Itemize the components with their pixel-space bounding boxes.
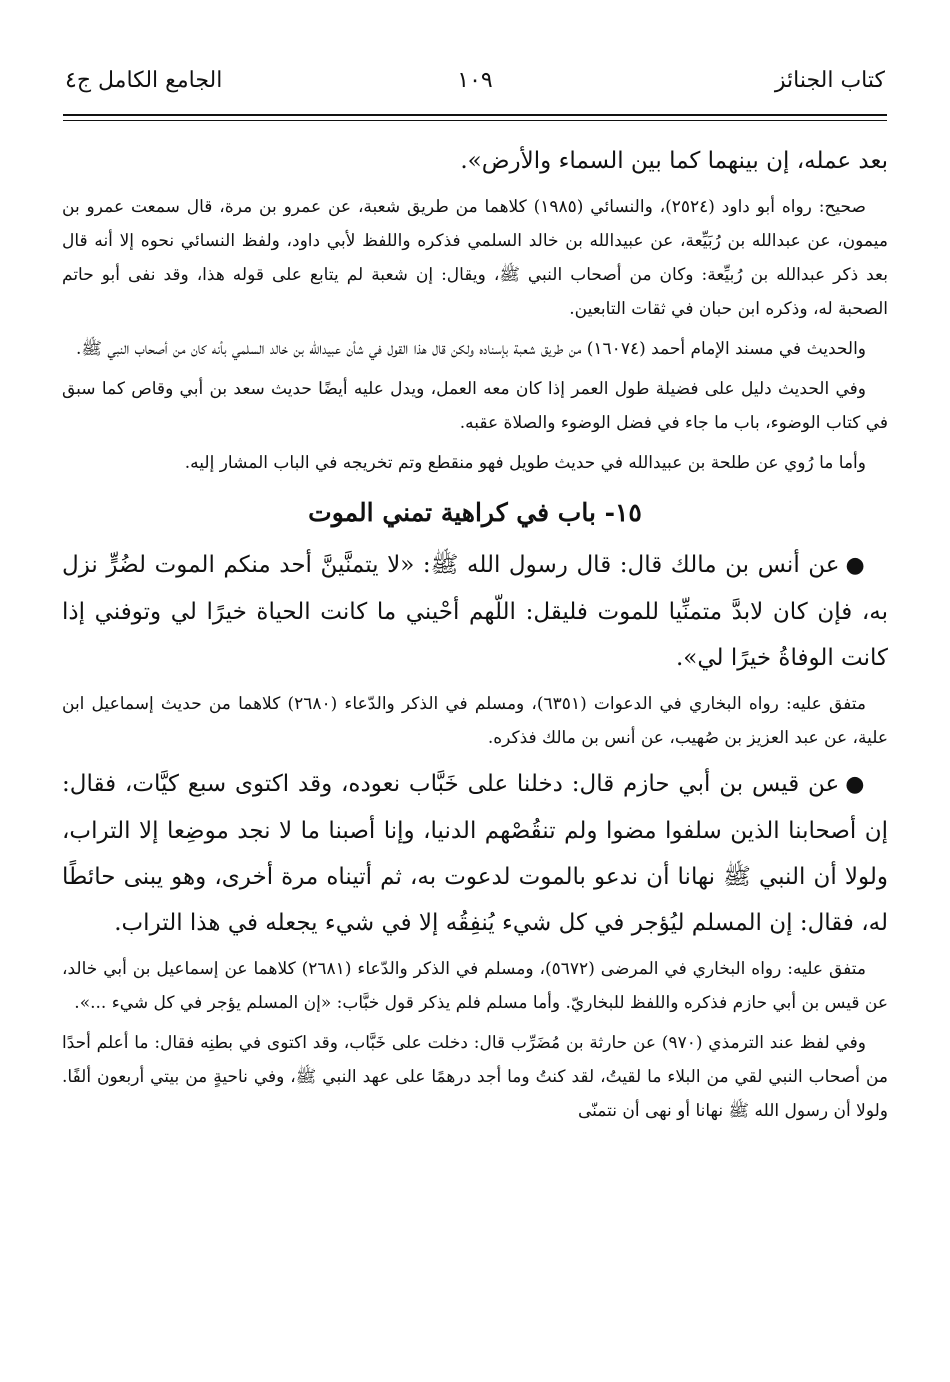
hadith-ending: بعد عمله، إن بينهما كما بين السماء والأرض».	[460, 148, 888, 174]
bullet-icon: ●	[845, 553, 866, 578]
chapter-title: كتاب الجنائز	[774, 68, 885, 93]
header-rule	[63, 114, 887, 116]
hadith-body: عن قيس بن أبي حازم قال: دخلنا على خَبَّاب نعوده، وقد اكتوى سبع كيَّات، فقال: إن أصحابنا الذين سلفوا مضوا ولم تنقُصْهم الدنيا، وإنا أصبنا ما لا نجد موضِعا إلا التراب، ولولا أن النبي ﷺ نهانا أن ندعو بالموت لدعوت به، ثم أتيناه مرة أخرى، وهو يبنى حائطًا له، فقال: إن المسلم ليُؤجر في كل شيء يُنفِقُه إلا في شيء يجعله في هذا التراب.	[62, 771, 888, 936]
chapter-heading: ١٥- باب في كراهية تمني الموت	[308, 498, 642, 527]
takhrij-note: وفي لفظ عند الترمذي (٩٧٠) عن حارثة بن مُضَرِّب قال: دخلت على خَبَّاب، وقد اكتوى في بطنِه فقال: ما أعلم أحدًا من أصحاب النبي لقي من البلاء ما لقيتُ، لقد كنتُ وما أجد درهمًا على عهد النبي ﷺ، وفي ناحيةٍ من بيتي أربعون ألفًا. ولولا أن رسول الله ﷺ نهانا أو نهى أن نتمنّى	[62, 1033, 888, 1121]
page-body	[62, 138, 888, 1128]
hadith-body: عن أنس بن مالك قال: قال رسول الله ﷺ: «لا يتمنَّينَّ أحد منكم الموت لضُرٍّ نزل به، فإن كان لابدَّ متمنِّيا للموت فليقل: اللّهم أحْيني ما كانت الحياة خيرًا لي وتوفني إذا كانت الوفاةُ خيرًا لي».	[62, 552, 888, 671]
takhrij-note: صحيح: رواه أبو داود (٢٥٢٤)، والنسائي (١٩٨٥) كلاهما من طريق شعبة، عن عمرو بن مرة، قال سمعت عمرو بن ميمون، عن عبدالله بن رُبَيِّعة، عن عبيدالله بن خالد السلمي فذكره واللفظ لأبي داود، ولفظ النسائي نحوه إلا أنه قال بعد ذكر عبدالله بن رُبيِّعة: وكان من أصحاب النبي ﷺ، ويقال: إن شعبة لم يتابع على قوله هذا، وقد نفى أبو حاتم الصحبة له، وذكره ابن حبان في ثقات التابعين.	[62, 197, 888, 319]
hadith-text	[62, 542, 888, 681]
commentary-note: وأما ما رُوي عن طلحة بن عبيدالله في حديث طويل فهو منقطع وتم تخريجه في الباب المشار إليه.	[184, 453, 866, 473]
page-header	[65, 62, 885, 112]
takhrij-note: متفق عليه: رواه البخاري في الدعوات (٦٣٥١)، ومسلم في الذكر والدّعاء (٢٦٨٠) كلاهما من حديث إسماعيل ابن علية، عن عبد العزيز بن صُهيب، عن أنس بن مالك فذكره.	[62, 694, 888, 748]
book-title: الجامع الكامل ج٤	[65, 68, 223, 93]
commentary-note: وفي الحديث دليل على فضيلة طول العمر إذا كان معه العمل، ويدل عليه أيضًا حديث سعد بن أبي وقاص كما سبق في كتاب الوضوء، باب ما جاء في فضل الوضوء والصلاة عقبه.	[62, 379, 888, 433]
takhrij-note: متفق عليه: رواه البخاري في المرضى (٥٦٧٢)، ومسلم في الذكر والدّعاء (٢٦٨١) كلاهما عن إسماعيل بن أبي خالد، عن قيس بن أبي حازم فذكره واللفظ للبخاريّ. وأما مسلم فلم يذكر قول خبَّاب: «إن المسلم يؤجر في كل شيء ...».	[62, 959, 888, 1013]
page-number: ١٠٩	[457, 68, 493, 93]
hadith-text	[62, 761, 888, 946]
bullet-icon: ●	[845, 772, 866, 797]
takhrij-note: والحديث في مسند الإمام أحمد (١٦٠٧٤) من طريق شعبة بإسناده ولكن قال هذا القول في شأن عبيدالله بن خالد السلمي بأنه كان من أصحاب النبي ﷺ.	[76, 339, 866, 359]
header-rule-thin	[63, 120, 887, 121]
